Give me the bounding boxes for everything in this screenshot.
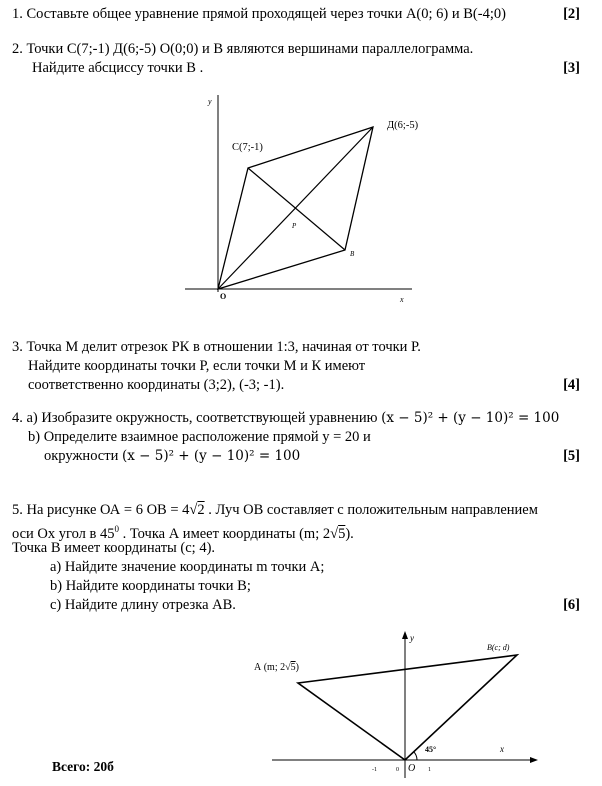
point-c-label: С(7;-1) (232, 142, 263, 153)
sqrt-sign-3: √ (285, 662, 291, 673)
problem-5-item-b: b) Найдите координаты точки В; (50, 578, 251, 594)
problem-3-line-1: 3. Точка М делит отрезок РК в отношении 1:3, начиная от точки Р. (12, 339, 421, 355)
p5-degree-sup: 0 (114, 524, 120, 534)
p5-l2-a: оси Ох угол в 45 (12, 525, 115, 542)
origin-label: O (220, 292, 227, 301)
problem-1-points: [2] (563, 6, 580, 22)
point-p-label: P (292, 222, 297, 230)
point-d-label: Д(6;-5) (387, 120, 419, 131)
circle-equation: (x − 5)² + (y − 10)² = 100 (381, 410, 560, 426)
y-axis-arrow (402, 631, 408, 639)
problem-2-line-1: 2. Точки С(7;-1) Д(6;-5) О(0;0) и В являются вершинами параллелограмма. (12, 41, 474, 57)
problem-5-item-a: а) Найдите значение координаты m точки А; (50, 559, 325, 575)
triangle-oab (295, 655, 517, 760)
problem-3-line-3: соответственно координаты (3;2), (-3; -1). (28, 377, 285, 393)
sqrt-sign-2: √ (330, 525, 339, 542)
problem-5-points: [6] (563, 597, 580, 613)
p5-l2-c: ). (345, 525, 354, 542)
sqrt-sign: √ (189, 502, 198, 518)
problem-4-line-b: b) Определите взаимное расположение прямой y = 20 и (28, 429, 371, 445)
circle-equation-repeat: (x − 5)² + (y − 10)² = 100 (121, 448, 301, 464)
problem-5-item-c: с) Найдите длину отрезка АВ. (50, 597, 236, 613)
point-b-label: B (350, 250, 355, 258)
total-score: Всего: 20б (52, 759, 114, 774)
problem-3-line-2: Найдите координаты точки Р, если точки М и К имеют (28, 358, 366, 374)
origin-label-2: O (408, 763, 416, 774)
tick-0: 0 (396, 767, 399, 773)
point-a-label-prefix: А (m; 2 (254, 662, 286, 673)
angle-label: 45° (425, 745, 437, 754)
point-b-label-2: B(c; d) (487, 643, 510, 652)
tick-neg1: -1 (372, 767, 377, 773)
problem-3-points: [4] (563, 377, 580, 393)
p5-l1-a: 5. На рисунке ОА = 6 ОВ = 4 (12, 502, 190, 518)
p5-l1-radicand: 2 (197, 502, 205, 518)
problem-4-points: [5] (563, 448, 580, 464)
p5-l1-b: . Луч ОВ составляет с положительным направлением (204, 502, 538, 518)
tick-1: 1 (428, 767, 431, 773)
problem-4-line-c-text: окружности (44, 448, 122, 464)
p5-l2-radicand: 5 (338, 525, 346, 542)
point-a-label (254, 662, 299, 673)
problem-1-text: 1. Составьте общее уравнение прямой проходящей через точки А(0; 6) и В(-4;0) (12, 6, 506, 22)
point-a-label-suffix: ) (295, 662, 299, 673)
x-axis-arrow (530, 757, 538, 763)
x-axis-label-2: x (500, 744, 504, 754)
x-axis-label: x (400, 295, 404, 304)
angle-arc (414, 752, 418, 761)
problem-2-points: [3] (563, 60, 580, 76)
problem-4-line-a-text: 4. а) Изобразите окружность, соответствующей уравнению (12, 410, 382, 426)
problem-2-line-2: Найдите абсциссу точки В . (32, 60, 204, 76)
p5-l2-b: . Точка А имеет координаты (m; 2 (119, 525, 331, 542)
y-axis-label-2: y (410, 633, 414, 643)
y-axis-label: y (208, 97, 212, 106)
problem-5-line-3: Точка В имеет координаты (с; 4). (12, 540, 216, 556)
point-a-radicand: 5 (290, 662, 296, 673)
